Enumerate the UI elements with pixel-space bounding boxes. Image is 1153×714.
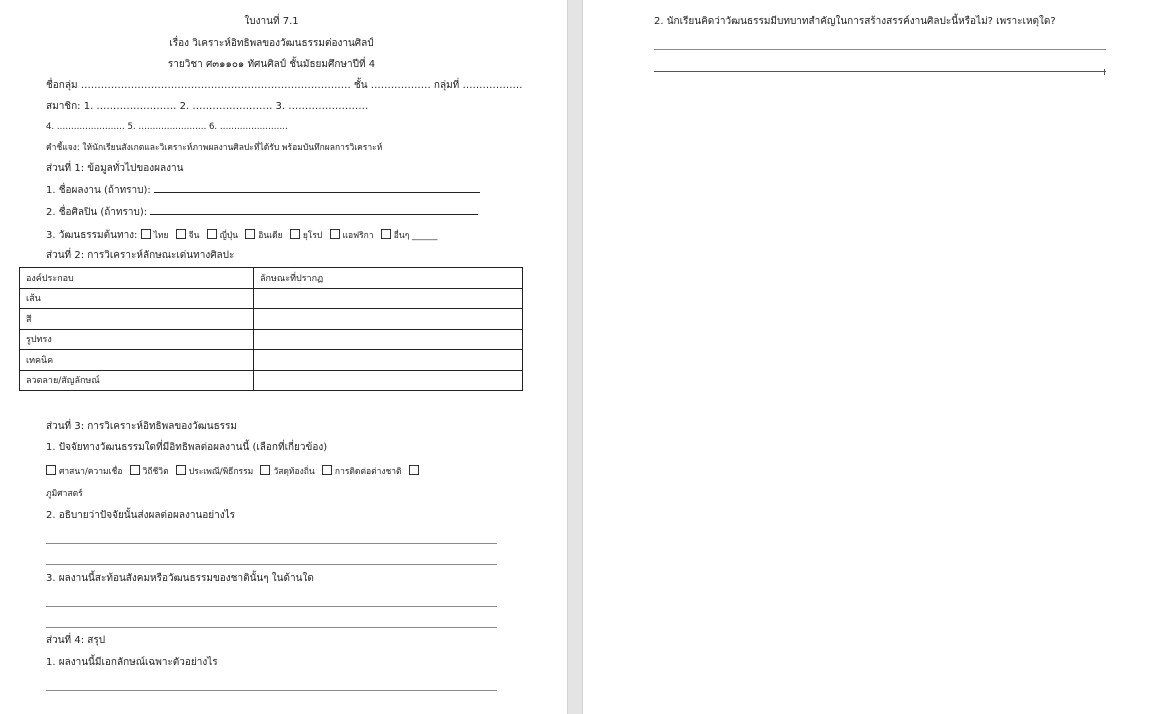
checkbox-icon	[141, 229, 151, 239]
table-cell-answer[interactable]	[254, 288, 523, 309]
members-field: สมาชิก: 1. …………………… 2. …………………… 3. ……………………	[46, 101, 369, 112]
checkbox-icon	[176, 229, 186, 239]
checkbox-icon	[260, 465, 270, 475]
factor-option-geography: ภูมิศาสตร์	[46, 489, 83, 499]
document-page-right	[583, 0, 1153, 714]
checkbox-icon	[46, 465, 56, 475]
artist-name-question	[46, 206, 478, 219]
table-header-row	[20, 268, 523, 289]
answer-line[interactable]	[46, 606, 497, 607]
table-cell-answer[interactable]	[254, 309, 523, 330]
section2-heading: ส่วนที่ 2: การวิเคราะห์ลักษณะเด่นทางศิลปะ	[46, 250, 235, 261]
factor-option: วิถีชีวิต	[142, 467, 169, 477]
checkbox-icon	[290, 229, 300, 239]
factor-option: การติดต่อต่างชาติ	[334, 467, 402, 477]
checkbox-icon	[130, 465, 140, 475]
culture-origin-label: 3. วัฒนธรรมต้นทาง:	[46, 230, 138, 241]
factor-option: ประเพณี/พิธีกรรม	[188, 467, 254, 477]
culture-role-question: 2. นักเรียนคิดว่าวัฒนธรรมมีบทบาทสำคัญในการสร้างสรรค์งานศิลปะนี้หรือไม่? เพราะเหตุใด?	[654, 16, 1056, 27]
section4-heading: ส่วนที่ 4: สรุป	[46, 635, 106, 646]
factor-option: วัสดุท้องถิ่น	[273, 467, 315, 477]
checkbox-icon	[176, 465, 186, 475]
culture-option: อื่นๆ ______	[393, 231, 438, 241]
artwork-name-blank	[154, 192, 480, 193]
checkbox-icon	[245, 229, 255, 239]
line-end-marker	[1104, 69, 1105, 75]
artist-name-blank	[150, 214, 478, 215]
table-cell-answer[interactable]	[254, 350, 523, 371]
uniqueness-question: 1. ผลงานนี้มีเอกลักษณ์เฉพาะตัวอย่างไร	[46, 657, 218, 668]
table-cell-answer[interactable]	[254, 370, 523, 391]
group-name-field: ชื่อกลุ่ม ……………………………………………………………………… ชั้น ……………… กลุ่มที่ ………………	[46, 80, 523, 91]
art-analysis-table	[19, 267, 523, 391]
culture-option: ยุโรป	[302, 231, 323, 241]
worksheet-course: รายวิชา ศ๓๑๑๐๑ ทัศนศิลป์ ชั้นมัธยมศึกษาปีที่ 4	[167, 59, 376, 70]
worksheet-title: ใบงานที่ 7.1	[244, 16, 299, 27]
culture-option: ไทย	[153, 231, 169, 241]
table-row	[20, 329, 523, 350]
worksheet-subject: เรื่อง วิเคราะห์อิทธิพลของวัฒนธรรมต่องานศิลป์	[169, 38, 374, 49]
culture-origin-question	[46, 229, 441, 243]
cultural-factor-options	[46, 465, 422, 479]
answer-line[interactable]	[46, 564, 497, 565]
section1-heading: ส่วนที่ 1: ข้อมูลทั่วไปของผลงาน	[46, 163, 184, 174]
table-cell-element: เทคนิค	[20, 350, 254, 371]
checkbox-icon	[409, 465, 419, 475]
checkbox-icon	[330, 229, 340, 239]
culture-option: จีน	[188, 231, 200, 241]
table-header-appearance: ลักษณะที่ปรากฏ	[254, 268, 523, 289]
culture-option: ญี่ปุ่น	[219, 231, 239, 241]
factor-option: ศาสนา/ความเชื่อ	[59, 467, 123, 477]
answer-line[interactable]	[46, 690, 497, 691]
answer-line[interactable]	[46, 627, 497, 628]
table-cell-element: สี	[20, 309, 254, 330]
document-page-left	[0, 0, 567, 714]
answer-line[interactable]	[46, 543, 497, 544]
factor-effect-question: 2. อธิบายว่าปัจจัยนั้นส่งผลต่อผลงานอย่างไร	[46, 510, 236, 521]
table-row	[20, 370, 523, 391]
members-field-continued: 4. …………………… 5. …………………… 6. ……………………	[46, 122, 288, 132]
cultural-factor-question: 1. ปัจจัยทางวัฒนธรรมใดที่มีอิทธิพลต่อผลงานนี้ (เลือกที่เกี่ยวข้อง)	[46, 442, 328, 453]
checkbox-icon	[207, 229, 217, 239]
answer-line[interactable]	[654, 71, 1106, 72]
checkbox-icon	[381, 229, 391, 239]
table-row	[20, 350, 523, 371]
table-cell-element: ลวดลาย/สัญลักษณ์	[20, 370, 254, 391]
answer-line[interactable]	[654, 49, 1106, 50]
table-header-element: องค์ประกอบ	[20, 268, 254, 289]
table-cell-element: เส้น	[20, 288, 254, 309]
table-row	[20, 288, 523, 309]
culture-option: แอฟริกา	[342, 231, 374, 241]
table-cell-element: รูปทรง	[20, 329, 254, 350]
artist-name-label: 2. ชื่อศิลปิน (ถ้าทราบ):	[46, 207, 148, 218]
instruction-text: คำชี้แจง: ให้นักเรียนสังเกตและวิเคราะห์ภาพผลงานศิลปะที่ได้รับ พร้อมบันทึกผลการวิเคราะห์	[46, 143, 383, 153]
checkbox-icon	[322, 465, 332, 475]
artwork-name-question	[46, 184, 480, 197]
society-reflection-question: 3. ผลงานนี้สะท้อนสังคมหรือวัฒนธรรมของชาตินั้นๆ ในด้านใด	[46, 573, 314, 584]
culture-option: อินเดีย	[258, 231, 283, 241]
table-row	[20, 309, 523, 330]
artwork-name-label: 1. ชื่อผลงาน (ถ้าทราบ):	[46, 185, 151, 196]
table-cell-answer[interactable]	[254, 329, 523, 350]
section3-heading: ส่วนที่ 3: การวิเคราะห์อิทธิพลของวัฒนธรรม	[46, 421, 238, 432]
page-gutter	[567, 0, 583, 714]
